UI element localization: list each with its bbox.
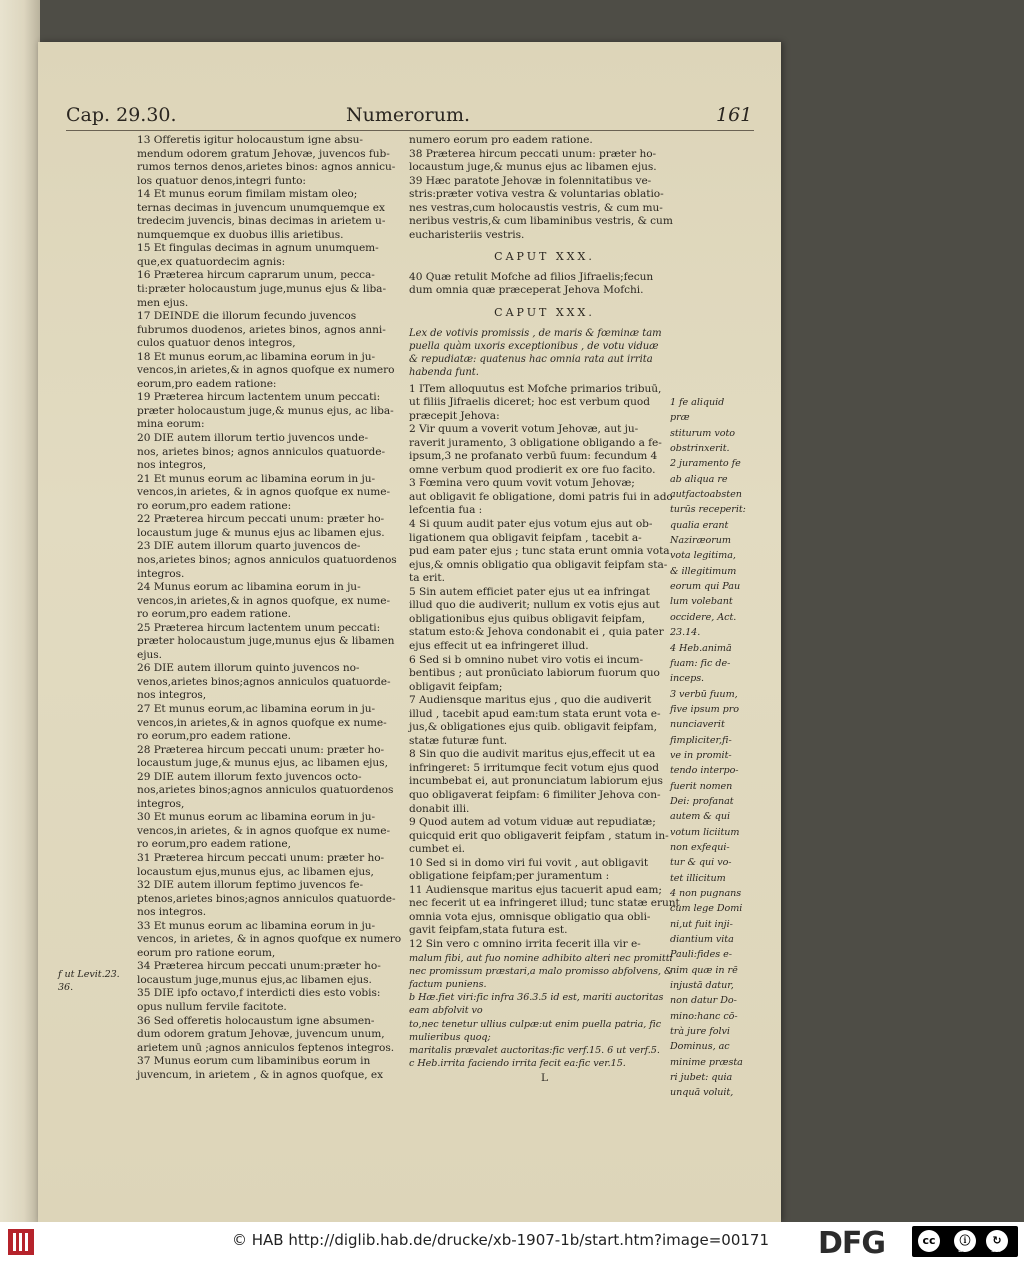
text-line: 7 Audiensque maritus ejus , quo die audiverit (409, 694, 652, 707)
text-line: locaustum juge,& munus ejus ac libamen ejus. (409, 161, 657, 174)
text-line: cumbet ei. (409, 843, 466, 856)
running-head-title: Numerorum. (346, 104, 471, 126)
margin-note-line: Dei: profanat (670, 795, 734, 807)
text-line: infringeret: 5 irritumque fecit votum ejus quod (409, 761, 659, 774)
text-line: locaustum juge,munus ejus,ac libamen ejus. (137, 973, 372, 986)
margin-note-line: ni,ut fuit inji- (670, 918, 733, 930)
page-number: 161 (716, 104, 753, 126)
text-line: 33 Et munus eorum ac libamina eorum in ju- (137, 919, 376, 932)
text-line: ta erit. (409, 572, 445, 585)
text-line: eorum pro ratione eorum, (137, 946, 276, 959)
cc-license-badge[interactable] (912, 1226, 1018, 1257)
text-line: pud eam pater ejus ; tunc stata erunt omnia vota (409, 545, 670, 558)
margin-note-line: 36. (58, 982, 74, 993)
margin-note-line: 2 juramento fe (670, 458, 741, 470)
text-line: 36 Sed offeretis holocaustum igne absumen- (137, 1014, 375, 1027)
text-line: 5 Sin autem efficiet pater ejus ut ea infringat (409, 585, 650, 598)
left-margin-note (58, 968, 138, 994)
margin-note-line: mino:hanc cō- (670, 1010, 738, 1022)
margin-note-line: fimpliciter,fi- (670, 734, 732, 746)
footer-bar (0, 1222, 1024, 1261)
text-line: lefcentia fua : (409, 504, 483, 517)
text-line: præter holocaustum juge,& munus ejus, ac liba- (137, 404, 394, 417)
margin-note-line: fuerit nomen (670, 780, 733, 792)
facing-page-edge (0, 0, 40, 1222)
dfg-logo: DFG (818, 1226, 886, 1261)
text-line: 39 Hæc paratote Jehovæ in folennitatibus ve- (409, 174, 652, 187)
margin-note-line: autfactoabsten (670, 489, 742, 501)
text-line: vencos,in arietes, & in agnos quofque ex nume- (137, 824, 390, 837)
text-line: 8 Sin quo die audivit maritus ejus,effecit ut ea (409, 748, 656, 761)
text-line: nos integros, (137, 689, 207, 702)
text-line: 25 Præterea hircum lactentem unum peccati: (137, 621, 381, 634)
text-line: gavit feipfam,stata futura est. (409, 924, 568, 937)
text-line: que,ex quatuordecim agnis: (137, 255, 286, 268)
text-line: mendum odorem gratum Jehovæ, juvencos fub- (137, 147, 390, 160)
text-line: eucharisteriis vestris. (409, 228, 525, 241)
text-line: men ejus. (137, 296, 189, 309)
caput-heading-2: CAPUT XXX. (494, 306, 595, 320)
margin-note-line: vota legitima, (670, 550, 736, 562)
text-line: 1 ITem alloquutus est Mofche primarios tribuū, (409, 382, 662, 395)
text-line: quo obligaverat feipfam: 6 fimiliter Jehova con- (409, 788, 661, 801)
text-line: statæ futuræ funt. (409, 734, 508, 747)
margin-note-line: 1 fe aliquid præ (670, 397, 725, 424)
margin-note-line: lum volebant (670, 596, 733, 608)
text-line: 16 Præterea hircum caprarum unum, pecca- (137, 269, 375, 282)
footnote-line: b Hæ.fiet viri:fic infra 36.3.5 id est, mariti auctoritas eam abfolvit vo (409, 992, 664, 1017)
margin-note-line: Naziræorum (670, 535, 731, 547)
hab-logo-icon (6, 1227, 36, 1257)
text-line: 35 DIE ipfo octavo,f interdicti dies esto vobis: (137, 987, 381, 1000)
margin-note-line: qualia erant (670, 519, 729, 531)
margin-note-line: tur & qui vo- (670, 857, 732, 869)
text-line: nos,arietes binos; agnos anniculos quatuordenos (137, 553, 397, 566)
margin-note-line: stiturum voto (670, 427, 735, 439)
footnote-line: maritalis prævalet auctoritas:fic verf.15. 6 ut verf.5. (409, 1044, 660, 1056)
right-margin-notes (670, 395, 746, 1101)
by-icon: ⓘ (954, 1230, 976, 1252)
margin-note-line: non datur Do- (670, 995, 737, 1007)
cc-icon: cc (918, 1230, 940, 1252)
text-line: vencos, in arietes, & in agnos quofque ex numero (137, 933, 402, 946)
text-line: 20 DIE autem illorum tertio juvencos unde- (137, 432, 369, 445)
margin-note-line: tendo interpo- (670, 765, 739, 777)
margin-note-line: cum lege Domi (670, 903, 743, 915)
text-line: numero eorum pro eadem ratione. (409, 134, 593, 146)
text-line: 17 DEINDE die illorum fecundo juvencos (137, 310, 357, 323)
text-line: eorum,pro eadem ratione: (137, 377, 277, 390)
text-line: integros, (137, 797, 185, 810)
text-line: numquemque ex duobus illis arietibus. (137, 228, 344, 241)
text-line: 11 Audiensque maritus ejus tacuerit apud eam; (409, 883, 662, 896)
text-line: vencos,in arietes,& in agnos quofque ex nume- (137, 716, 387, 729)
margin-note-line: ab aliqua re (670, 473, 728, 485)
text-line: integros. (137, 567, 185, 580)
text-line: nos integros, (137, 459, 207, 472)
text-line: quicquid erit quo obligaverit feipfam , statum in- (409, 829, 669, 842)
footnote-line: to,nec tenetur ullius culpæ:ut enim puella patria, fic mulieribus quoq; (409, 1018, 662, 1043)
text-line: 4 Si quum audit pater ejus votum ejus aut ob- (409, 518, 653, 531)
text-line: stris:præter votiva vestra & voluntarias oblatio- (409, 188, 664, 201)
margin-note-line: fuam: fic de- (670, 657, 731, 669)
text-line: rumos ternos denos,arietes binos: agnos annicu- (137, 161, 396, 174)
summary-line: habenda funt. (409, 366, 479, 378)
margin-note-line: turūs receperit: (670, 504, 746, 516)
margin-note-line: & illegitimum (670, 565, 737, 577)
signature-mark: L (541, 1072, 548, 1085)
footnotes (409, 952, 680, 1071)
margin-note-line: unquā voluit, (670, 1087, 734, 1099)
text-line: 38 Præterea hircum peccati unum: præter ho- (409, 147, 657, 160)
text-line: raverit juramento, 3 obligatione obligando a fe- (409, 436, 662, 449)
text-line: ligationem qua obligavit feipfam , tacebit a- (409, 531, 642, 544)
margin-note-line: 3 verbū fuum, (670, 688, 738, 700)
margin-note-line: eorum qui Pau (670, 581, 741, 593)
text-line: incumbebat ei, aut pronunciatum labiorum ejus (409, 775, 663, 788)
text-line: obligatione feipfam;per juramentum : (409, 870, 610, 883)
text-line: ejus effecit ut ea infringeret illud. (409, 639, 589, 652)
text-line: ejus. (137, 648, 162, 661)
margin-note-line: inceps. (670, 673, 705, 685)
text-line: venos,arietes binos;agnos anniculos quatuorde- (137, 675, 391, 688)
margin-note-line: obstrinxerit. (670, 443, 730, 455)
margin-note-line: five ipsum pro (670, 703, 740, 715)
text-line: ternas decimas in juvencum unumquemque ex (137, 201, 385, 214)
text-line: ro eorum,pro eadem ratione, (137, 838, 291, 851)
verse-40 (409, 271, 680, 298)
text-line: 28 Præterea hircum peccati unum: præter ho- (137, 743, 385, 756)
text-line: ipsum,3 ne profanato verbū fuum: fecundum 4 (409, 450, 658, 463)
margin-note-line: ve in promit- (670, 749, 732, 761)
text-line: 27 Et munus eorum,ac libamina eorum in ju- (137, 702, 376, 715)
text-line: 14 Et munus eorum fimilam mistam oleo; (137, 188, 358, 201)
text-line: juvencum, in arietem , & in agnos quofque, ex (137, 1068, 383, 1081)
text-line: obligavit feipfam; (409, 680, 503, 693)
text-line: 30 Et munus eorum ac libamina eorum in ju- (137, 811, 376, 824)
caput-heading-1: CAPUT XXX. (494, 250, 595, 264)
right-column (409, 134, 680, 1086)
text-line: donabit illi. (409, 802, 470, 815)
summary-line: Lex de votivis promissis , de maris & fœminæ tam (409, 327, 662, 339)
text-line: ut filiis Jifraelis diceret; hoc est verbum quod (409, 396, 650, 409)
text-line: 6 Sed si b omnino nubet viro votis ei incum- (409, 653, 644, 666)
text-line: 29 DIE autem illorum fexto juvencos octo- (137, 770, 362, 783)
margin-note-line: Pauli:fides e- (670, 949, 732, 961)
margin-note-line: diantium vita (670, 934, 734, 946)
text-line: omnia vota ejus, omnisque obligatio qua obli- (409, 910, 651, 923)
text-line: vencos,in arietes,& in agnos quofque, ex nume- (137, 594, 390, 607)
text-line: opus nullum fervile facitote. (137, 1001, 287, 1013)
text-line: neribus vestris,& cum libaminibus vestris, & cum (409, 215, 673, 228)
text-line: dum omnia quæ præceperat Jehova Mofchi. (409, 284, 644, 297)
text-line: 31 Præterea hircum peccati unum: præter ho- (137, 851, 385, 864)
margin-note-line: non exfequi- (670, 841, 730, 853)
text-line: aut obligavit fe obligatione, domi patris fui in ado (409, 490, 673, 503)
margin-note-line: nim quæ in rē (670, 964, 738, 976)
text-line: 13 Offeretis igitur holocaustum igne absu- (137, 134, 363, 146)
cc-sa-label: SA (991, 1246, 1001, 1254)
book-page (38, 42, 781, 1222)
margin-note-line: nunciaverit (670, 719, 725, 731)
text-line: fubrumos duodenos, arietes binos, agnos anni- (137, 323, 386, 336)
margin-note-line: Dominus, ac (670, 1041, 730, 1053)
margin-note-line: minime præsta (670, 1056, 743, 1068)
margin-note-line: injustā datur, (670, 980, 734, 992)
chapter-summary (409, 327, 680, 379)
text-line: nos,arietes binos;agnos anniculos quatuordenos (137, 784, 394, 797)
running-head-chapter: Cap. 29.30. (66, 104, 177, 126)
text-line: tredecim juvencis, binas decimas in arietem u- (137, 215, 386, 228)
text-line: 24 Munus eorum ac libamina eorum in ju- (137, 581, 361, 594)
text-line: 9 Quod autem ad votum viduæ aut repudiatæ; (409, 816, 656, 829)
right-column-top (409, 134, 680, 242)
text-line: locaustum juge,& munus ejus, ac libamen ejus, (137, 757, 388, 770)
text-line: ti:præter holocaustum juge,munus ejus & liba- (137, 283, 386, 296)
text-line: ptenos,arietes binos;agnos anniculos quatuorde- (137, 892, 396, 905)
footnote-line: nec promissum præstari,a malo promisso abfolvens, & factum puniens. (409, 965, 673, 990)
text-line: illud quo die audiverit; nullum ex votis ejus aut (409, 599, 660, 612)
text-line: locaustum juge & munus ejus ac libamen ejus. (137, 526, 385, 539)
margin-note-line: autem & qui (670, 811, 731, 823)
text-line: obligationibus ejus quibus obligavit feipfam, (409, 612, 646, 625)
text-line: 2 Vir quum a voverit votum Jehovæ, aut ju- (409, 423, 639, 436)
margin-note-line: votum liciitum (670, 826, 740, 838)
margin-note-line: f ut Levit.23. (58, 969, 120, 980)
text-line: 18 Et munus eorum,ac libamina eorum in ju- (137, 350, 376, 363)
text-line: 40 Quæ retulit Mofche ad filios Jifraelis;fecun (409, 270, 654, 283)
text-line: præter holocaustum juge,munus ejus & libamen (137, 635, 395, 648)
source-link[interactable]: © HAB http://diglib.hab.de/drucke/xb-1907-1b/start.htm?image=00171 (232, 1231, 770, 1249)
margin-note-line: 4 non pugnans (670, 888, 742, 899)
text-line: 3 Fœmina vero quum vovit votum Jehovæ; (409, 477, 635, 490)
right-column-body (409, 383, 680, 952)
text-line: statum esto:& Jehova condonabit ei , quia pater (409, 626, 664, 639)
margin-note-line: 23.14. (670, 627, 701, 639)
text-line: locaustum ejus,munus ejus, ac libamen ejus, (137, 865, 374, 878)
text-line: 21 Et munus eorum ac libamina eorum in ju- (137, 472, 376, 485)
text-line: mina eorum: (137, 418, 205, 431)
text-line: præcepit Jehova: (409, 409, 500, 422)
text-line: 32 DIE autem illorum feptimo juvencos fe- (137, 879, 363, 892)
text-line: 22 Præterea hircum peccati unum: præter ho- (137, 513, 385, 526)
text-line: omne verbum quod prodierit ex ore fuo facito. (409, 463, 656, 476)
text-line: 23 DIE autem illorum quarto juvencos de- (137, 540, 361, 553)
text-line: nes vestras,cum holocaustis vestris, & cum mu- (409, 201, 663, 214)
text-line: vencos,in arietes, & in agnos quofque ex nume- (137, 486, 390, 499)
left-column (137, 134, 433, 1082)
text-line: los quatuor denos,integri funto: (137, 174, 306, 187)
margin-note-line: ri jubet: quia (670, 1072, 733, 1084)
text-line: 15 Et fingulas decimas in agnum unumquem- (137, 242, 379, 255)
text-line: ro eorum,pro eadem ratione. (137, 730, 291, 743)
text-line: jus,& obligationes ejus quib. obligavit feipfam, (409, 721, 657, 734)
text-line: bentibus ; aut pronūciato labiorum fuorum quo (409, 667, 660, 680)
text-line: illud , tacebit apud eam:tum stata erunt vota e- (409, 707, 661, 720)
summary-line: puella quàm uxoris exceptionibus , de votu viduæ (409, 340, 659, 352)
text-line: ro eorum,pro eadem ratione: (137, 499, 292, 512)
text-line: 26 DIE autem illorum quinto juvencos no- (137, 662, 360, 675)
footnote-line: malum fibi, aut fuo nomine adhibito alteri nec promitti (409, 952, 673, 964)
text-line: culos quatuor denos integros, (137, 337, 296, 350)
header-rule (66, 130, 754, 131)
margin-note-line: 4 Heb.animā (670, 642, 732, 654)
text-line: nos integros. (137, 906, 207, 919)
text-line: nos, arietes binos; agnos anniculos quatuorde- (137, 445, 386, 458)
text-line: nec fecerit ut ea infringeret illud; tunc statæ erunt (409, 897, 680, 910)
text-line: 34 Præterea hircum peccati unum:præter ho- (137, 960, 381, 973)
text-line: ejus,& omnis obligatio qua obligavit feipfam sta- (409, 558, 668, 571)
text-line: dum odorem gratum Jehovæ, juvencum unum, (137, 1028, 385, 1041)
text-line: arietem unū ;agnos anniculos feptenos integros. (137, 1041, 395, 1054)
margin-note-line: trà jure folvi (670, 1026, 730, 1038)
margin-note-line: occidere, Act. (670, 611, 737, 623)
text-line: vencos,in arietes,& in agnos quofque ex numero (137, 364, 395, 377)
summary-line: & repudiatæ: quatenus hac omnia rata aut irrita (409, 353, 653, 365)
text-line: 12 Sin vero c omnino irrita fecerit illa vir e- (409, 937, 641, 950)
footnote-line: c Heb.irrita faciendo irrita fecit ea:fic ver.15. (409, 1058, 626, 1070)
text-line: 10 Sed si in domo viri fui vovit , aut obligavit (409, 856, 649, 869)
text-line: 19 Præterea hircum lactentem unum peccati: (137, 391, 381, 404)
margin-note-line: tet illicitum (670, 872, 726, 884)
text-line: ro eorum,pro eadem ratione. (137, 608, 291, 621)
cc-by-label: BY (958, 1246, 967, 1254)
sa-icon: ↻ (986, 1230, 1008, 1252)
text-line: 37 Munus eorum cum libaminibus eorum in (137, 1055, 371, 1068)
